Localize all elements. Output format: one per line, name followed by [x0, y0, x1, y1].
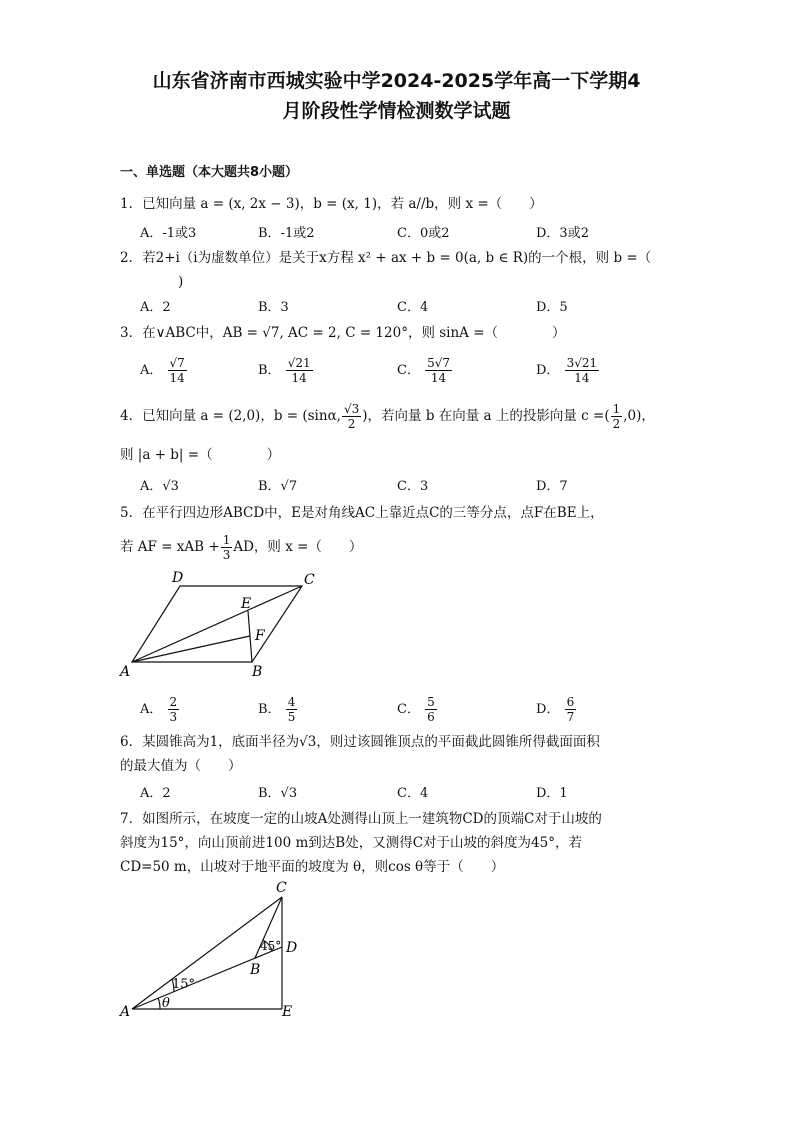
- q3-option-a: [140, 356, 188, 385]
- slope-figure: [112, 878, 312, 1023]
- q5-option-a-fraction: [168, 695, 180, 724]
- fraction-denominator: 7: [566, 710, 575, 724]
- label-a: A: [120, 664, 131, 680]
- fraction-numerator: 3√21: [566, 356, 598, 370]
- fraction-numerator: 4: [287, 695, 296, 709]
- q5-option-d: [536, 695, 577, 724]
- fraction-denominator: 2: [612, 417, 621, 431]
- fraction-denominator: 14: [291, 371, 307, 385]
- slope-ad: [132, 947, 282, 1009]
- fraction-denominator: 14: [430, 371, 447, 385]
- q5-option-c-label: C．: [397, 702, 420, 717]
- label-15-degrees: 15°: [172, 977, 196, 992]
- fraction-numerator: √21: [287, 356, 311, 370]
- fraction-numerator: 5√7: [427, 356, 451, 370]
- question-6-stem: 6．某圆锥高为1，底面半径为√3，则过该圆锥顶点的平面截此圆锥所得截面面积: [120, 734, 600, 750]
- q5-cont-fraction: [221, 533, 233, 562]
- question-7-stem-cont-2: CD=50 m，山坡对于地平面的坡度为 θ，则cos θ等于（ ）: [120, 859, 505, 875]
- question-5-stem-cont: [120, 532, 362, 562]
- title-line-2: 月阶段性学情检测数学试题: [282, 100, 511, 122]
- label-theta: θ: [162, 996, 170, 1011]
- q5-option-a-label: A．: [140, 702, 163, 717]
- q4-stem-fraction: [342, 402, 361, 431]
- line-ac: [132, 897, 282, 1009]
- fraction-denominator: 14: [574, 371, 590, 385]
- q5-option-b-fraction: [286, 695, 298, 724]
- question-2-stem: 2．若2+i（i为虚数单位）是关于x方程 x² + ax + b = 0(a, b ∈ R)的一个根，则 b =（: [120, 250, 652, 266]
- q5-cont-part-a: 若 AF = xAB +: [120, 539, 220, 555]
- section-heading: 一、单选题（本大题共8小题）: [120, 165, 299, 180]
- q5-option-b: [258, 695, 298, 724]
- question-7-stem: 7．如图所示，在坡度一定的山坡A处测得山顶上一建筑物CD的顶端C对于山坡的: [120, 811, 602, 827]
- label-c: C: [276, 880, 287, 896]
- q4-proj-open-paren: (: [604, 408, 610, 424]
- fraction-numerator: √3: [343, 402, 360, 416]
- q2-option-b: B．3: [258, 300, 289, 315]
- q2-option-c: C．4: [397, 300, 429, 315]
- q4-stem-part-a: 4．已知向量 a = (2,0)，b = (sinα,: [120, 408, 341, 424]
- q2-option-a: A．2: [140, 300, 171, 315]
- fraction-denominator: 3: [222, 548, 231, 562]
- q6-option-d: D．1: [536, 786, 568, 801]
- label-b: B: [250, 962, 261, 978]
- fraction-numerator: √7: [169, 356, 185, 370]
- question-2-stem-cont: ): [178, 274, 184, 290]
- q5-option-d-fraction: [565, 695, 577, 724]
- fraction-denominator: 5: [287, 710, 296, 724]
- q4-option-a: A．√3: [140, 479, 179, 494]
- label-f: F: [255, 628, 265, 644]
- exam-title: [110, 66, 683, 126]
- q5-option-c-fraction: [425, 695, 437, 724]
- label-e: E: [282, 1004, 293, 1020]
- q3-option-d-label: D．: [536, 363, 560, 378]
- q1-option-b: B．-1或2: [258, 226, 315, 241]
- q5-option-b-label: B．: [258, 702, 281, 717]
- q5-option-c: [397, 695, 438, 724]
- q3-option-b-fraction: [286, 356, 313, 385]
- q3-option-b-label: B．: [258, 363, 281, 378]
- question-1-stem: 1．已知向量 a = (x, 2x − 3)，b = (x, 1)，若 a//b，则 x =（ ）: [120, 196, 543, 212]
- q3-option-b: [258, 356, 314, 385]
- angle-theta-arc: [158, 998, 160, 1009]
- fraction-numerator: 5: [427, 695, 435, 709]
- q4-proj-tail: ,0)，: [623, 408, 655, 424]
- q3-option-a-label: A．: [140, 363, 163, 378]
- q3-option-c-fraction: [425, 356, 452, 385]
- fraction-denominator: 3: [169, 710, 178, 724]
- q4-stem-part-b: )，若向量 b 在向量 a 上的投影向量 c =: [362, 408, 605, 424]
- question-6-stem-cont: 的最大值为（ ）: [120, 758, 242, 774]
- label-a: A: [120, 1004, 131, 1020]
- question-4-stem: [120, 400, 680, 432]
- q3-option-c: [397, 356, 453, 385]
- q6-option-b: B．√3: [258, 786, 298, 801]
- fraction-numerator: 6: [566, 695, 575, 709]
- label-d: D: [286, 940, 298, 956]
- q5-option-d-label: D．: [536, 702, 560, 717]
- label-d: D: [172, 570, 184, 586]
- q4-option-c: C．3: [397, 479, 429, 494]
- fraction-denominator: 14: [169, 371, 185, 385]
- label-b: B: [252, 664, 263, 680]
- fraction-numerator: 2: [169, 695, 178, 709]
- parallelogram-figure: [110, 566, 330, 686]
- q5-option-a: [140, 695, 180, 724]
- q1-option-c: C．0或2: [397, 226, 450, 241]
- q6-option-c: C．4: [397, 786, 429, 801]
- question-3-stem: 3．在∨ABC中，AB = √7, AC = 2, C = 120°，则 sinA =（ ）: [120, 325, 566, 341]
- q4-proj-fraction: [611, 402, 623, 431]
- q4-option-d: D．7: [536, 479, 568, 494]
- q6-option-a: A．2: [140, 786, 171, 801]
- fraction-denominator: 6: [427, 710, 435, 724]
- q3-option-d-fraction: [565, 356, 600, 385]
- q3-option-d: [536, 356, 600, 385]
- question-5-stem: 5．在平行四边形ABCD中，E是对角线AC上靠近点C的三等分点，点F在BE上，: [120, 505, 604, 521]
- fraction-numerator: 1: [222, 533, 231, 547]
- label-c: C: [304, 572, 315, 588]
- question-4-stem-cont: 则 |a + b| =（ ）: [120, 447, 281, 463]
- title-line-1: 山东省济南市西城实验中学2024-2025学年高一下学期4: [152, 70, 641, 92]
- q1-option-d: D．3或2: [536, 226, 589, 241]
- q1-option-a: A．-1或3: [140, 226, 197, 241]
- q5-cont-part-b: AD，则 x =（ ）: [233, 539, 363, 555]
- question-7-stem-cont: 斜度为15°，向山顶前进100 m到达B处，又测得C对于山坡的斜度为45°，若: [120, 835, 582, 851]
- fraction-numerator: 1: [612, 402, 621, 416]
- segment-af: [132, 636, 250, 662]
- q3-option-a-fraction: [168, 356, 187, 385]
- fraction-denominator: 2: [347, 417, 356, 431]
- label-45-degrees: 45°: [260, 939, 282, 953]
- q3-option-c-label: C．: [397, 363, 420, 378]
- label-e: E: [241, 596, 252, 612]
- q2-option-d: D．5: [536, 300, 568, 315]
- q4-option-b: B．√7: [258, 479, 298, 494]
